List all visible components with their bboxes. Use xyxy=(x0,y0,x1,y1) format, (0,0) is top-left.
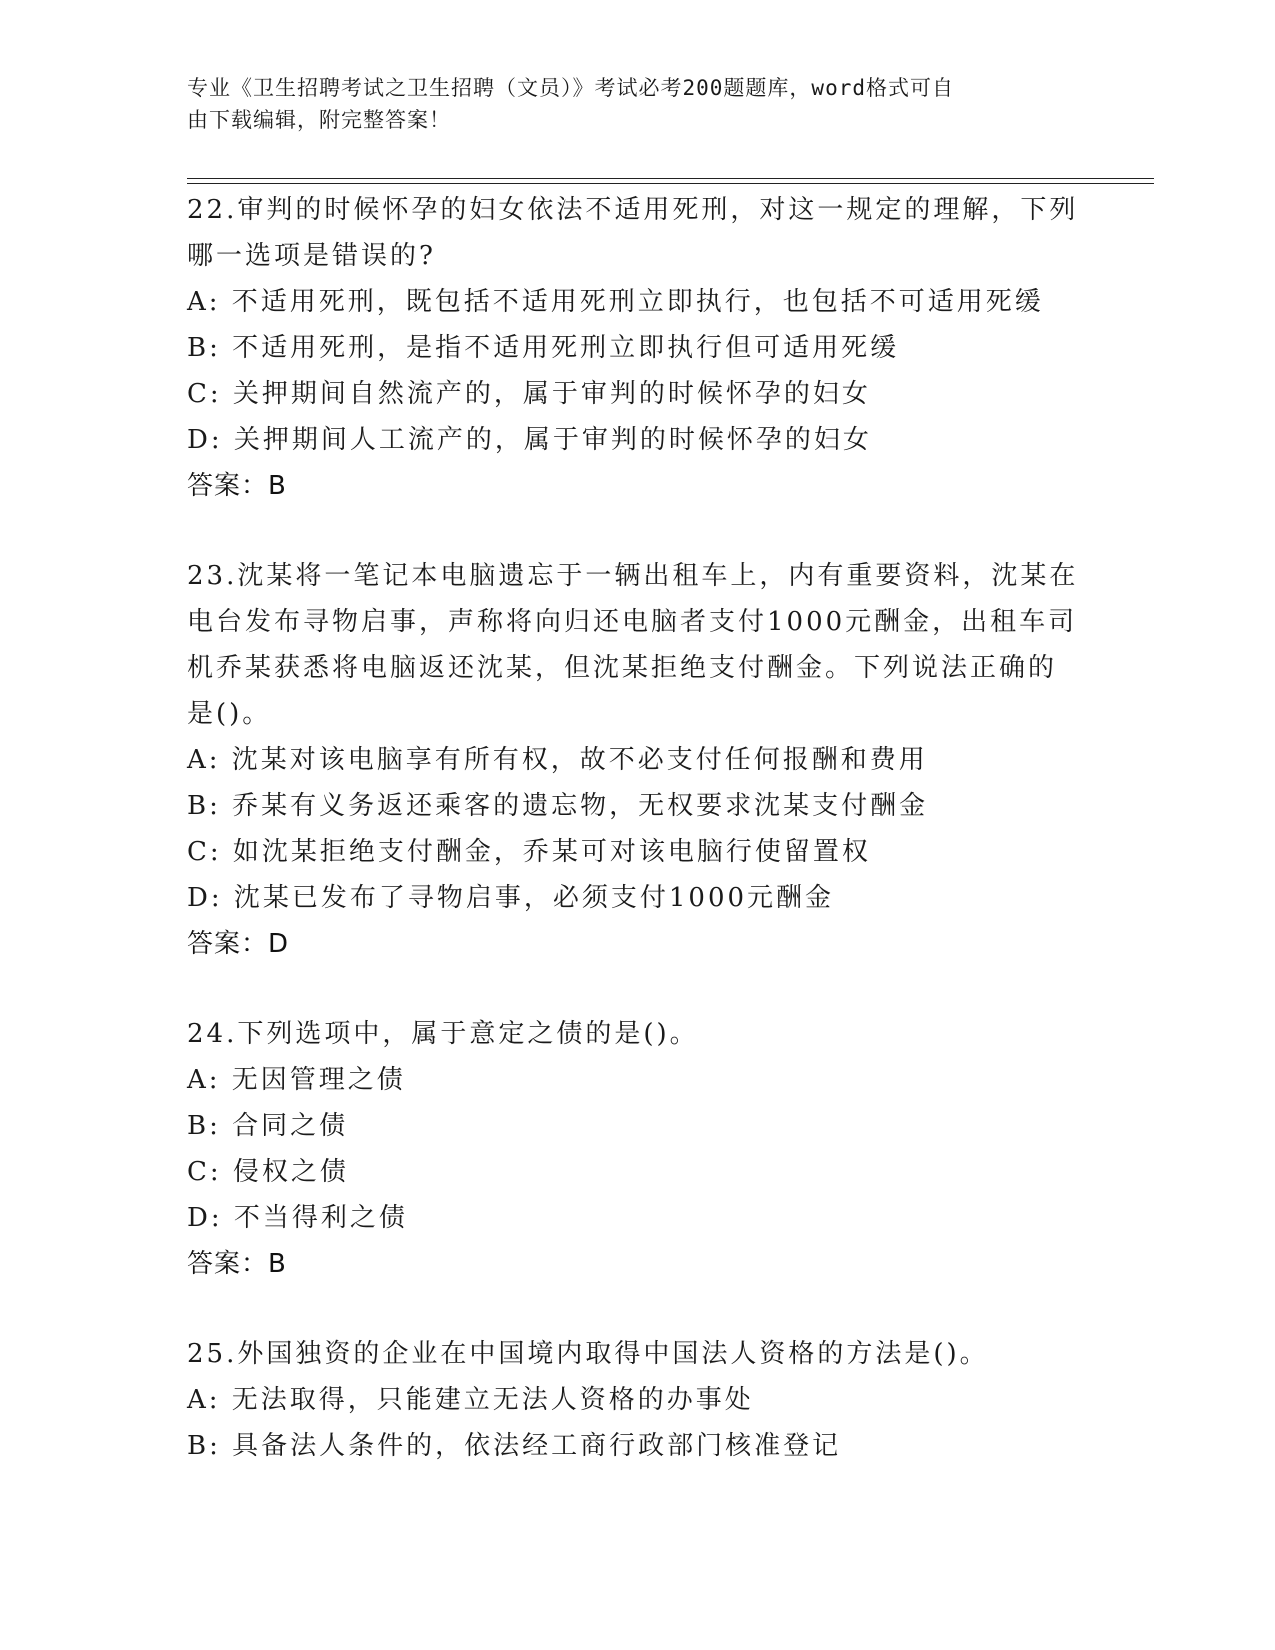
question-spacer xyxy=(187,967,1087,1011)
option-b: B: 乔某有义务返还乘客的遗忘物，无权要求沈某支付酬金 xyxy=(187,791,929,821)
option-c: C: 如沈某拒绝支付酬金，乔某可对该电脑行使留置权 xyxy=(187,837,871,867)
answer-label: 答案：D xyxy=(187,929,290,959)
option-b: B: 具备法人条件的，依法经工商行政部门核准登记 xyxy=(187,1431,842,1461)
question-list xyxy=(187,187,1087,1469)
question-stem-line: 机乔某获悉将电脑返还沈某，但沈某拒绝支付酬金。下列说法正确的 xyxy=(187,653,1058,683)
header-divider-bottom xyxy=(187,183,1154,184)
option-d: D: 不当得利之债 xyxy=(187,1203,408,1233)
question-stem-line: 25.外国独资的企业在中国境内取得中国法人资格的方法是()。 xyxy=(187,1339,989,1369)
option-a: A: 无法取得，只能建立无法人资格的办事处 xyxy=(187,1385,754,1415)
option-d: D: 沈某已发布了寻物启事，必须支付1000元酬金 xyxy=(187,883,835,913)
header-line-2: 由下载编辑，附完整答案！ xyxy=(187,108,451,132)
question-stem-line: 哪一选项是错误的? xyxy=(187,241,436,271)
question-24 xyxy=(187,1011,1087,1287)
question-stem-line: 23.沈某将一笔记本电脑遗忘于一辆出租车上，内有重要资料，沈某在 xyxy=(187,561,1079,591)
question-spacer xyxy=(187,1287,1087,1331)
option-b: B: 不适用死刑，是指不适用死刑立即执行但可适用死缓 xyxy=(187,333,900,363)
option-a: A: 沈某对该电脑享有所有权，故不必支付任何报酬和费用 xyxy=(187,745,928,775)
header-line-1: 专业《卫生招聘考试之卫生招聘（文员）》考试必考200题题库，word格式可自 xyxy=(187,76,954,100)
header-divider-top xyxy=(187,178,1154,179)
answer-label: 答案：B xyxy=(187,1249,287,1279)
question-stem-line: 电台发布寻物启事，声称将向归还电脑者支付1000元酬金，出租车司 xyxy=(187,607,1078,637)
question-stem-line: 22.审判的时候怀孕的妇女依法不适用死刑，对这一规定的理解，下列 xyxy=(187,195,1079,225)
document-header xyxy=(187,72,1087,136)
option-c: C: 侵权之债 xyxy=(187,1157,349,1187)
question-25 xyxy=(187,1331,1087,1469)
answer-label: 答案：B xyxy=(187,471,287,501)
question-22 xyxy=(187,187,1087,509)
option-c: C: 关押期间自然流产的，属于审判的时候怀孕的妇女 xyxy=(187,379,871,409)
question-stem-line: 24.下列选项中，属于意定之债的是()。 xyxy=(187,1019,699,1049)
option-b: B: 合同之债 xyxy=(187,1111,349,1141)
question-spacer xyxy=(187,509,1087,553)
option-a: A: 不适用死刑，既包括不适用死刑立即执行，也包括不可适用死缓 xyxy=(187,287,1044,317)
question-23 xyxy=(187,553,1087,967)
option-d: D: 关押期间人工流产的，属于审判的时候怀孕的妇女 xyxy=(187,425,872,455)
question-stem-line: 是()。 xyxy=(187,699,272,729)
option-a: A: 无因管理之债 xyxy=(187,1065,406,1095)
